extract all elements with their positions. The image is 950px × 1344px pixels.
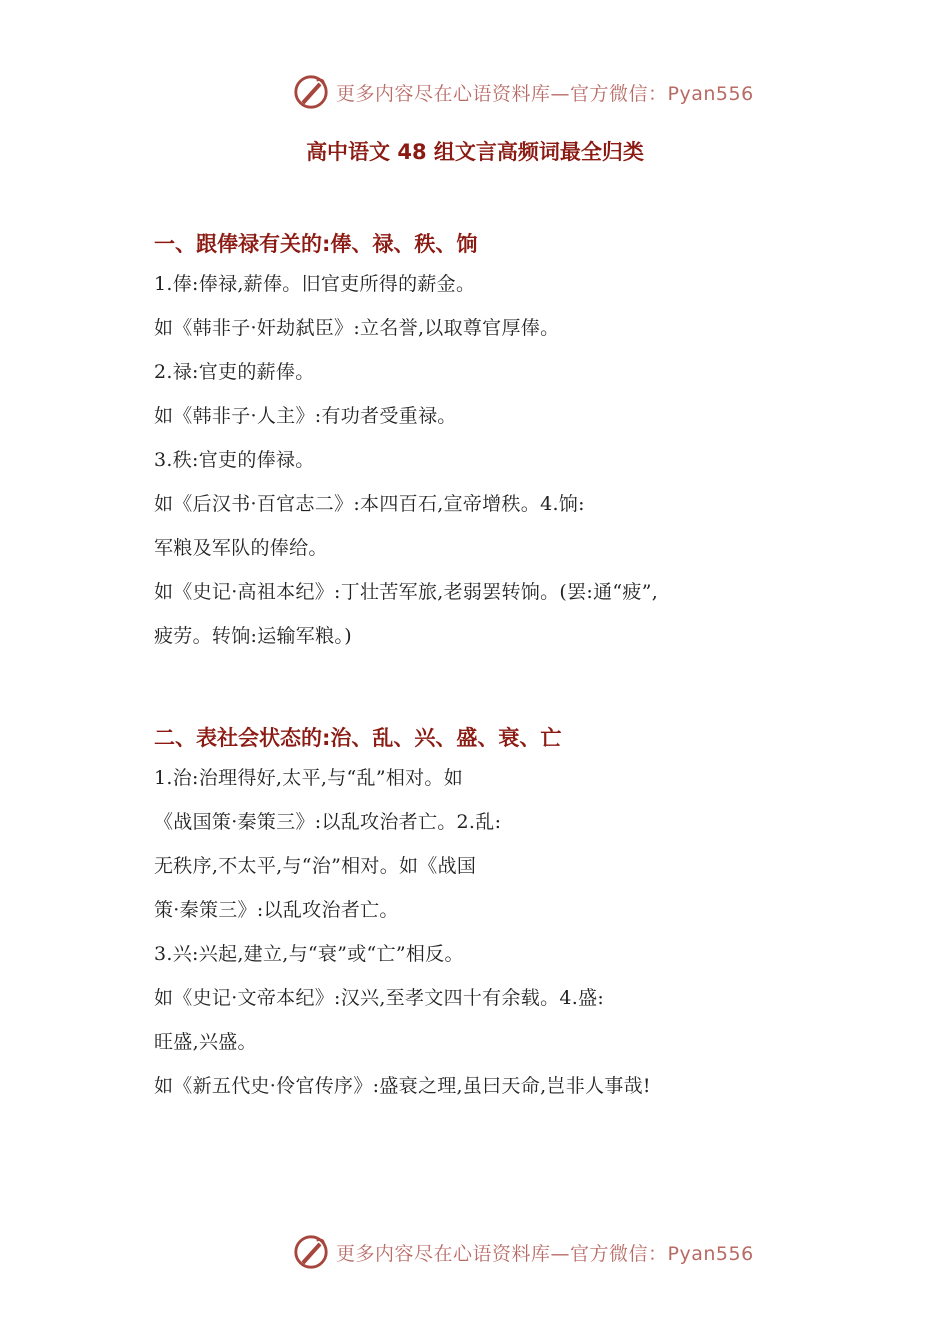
- header-banner: [292, 72, 754, 112]
- section-1: [154, 226, 814, 658]
- text-line: 旺盛,兴盛。: [154, 1031, 257, 1053]
- text-line: 如《韩非子·人主》:有功者受重禄。: [154, 405, 457, 427]
- document-title: 高中语文 48 组文言高频词最全归类: [306, 140, 644, 164]
- section-spacer: [154, 658, 814, 720]
- text-line: 《战国策·秦策三》:以乱攻治者亡。2.乱:: [154, 811, 502, 833]
- text-line: 军粮及军队的俸给。: [154, 537, 328, 559]
- section-heading: 二、表社会状态的:治、乱、兴、盛、衰、亡: [154, 726, 562, 750]
- text-line: 如《史记·高祖本纪》:丁壮苦军旅,老弱罢转饷。(罢:通“疲”,: [154, 581, 659, 603]
- section-2: [154, 720, 814, 1108]
- text-line: 策·秦策三》:以乱攻治者亡。: [154, 899, 399, 921]
- text-line: 如《史记·文帝本纪》:汉兴,至孝文四十有余载。4.盛:: [154, 987, 605, 1009]
- text-line: 1.俸:俸禄,薪俸。旧官吏所得的薪金。: [154, 273, 476, 295]
- text-line: 如《新五代史·伶官传序》:盛衰之理,虽曰天命,岂非人事哉!: [154, 1075, 651, 1097]
- text-line: 3.兴:兴起,建立,与“衰”或“亡”相反。: [154, 943, 464, 965]
- footer-banner: [292, 1232, 754, 1272]
- section-heading: 一、跟俸禄有关的:俸、禄、秩、饷: [154, 232, 478, 256]
- banner-text: 更多内容尽在心语资料库—官方微信：Pyan556: [336, 1242, 754, 1265]
- text-line: 1.治:治理得好,太平,与“乱”相对。如: [154, 767, 464, 789]
- text-line: 无秩序,不太平,与“治”相对。如《战国: [154, 855, 477, 877]
- text-line: 如《后汉书·百官志二》:本四百石,宣帝增秩。4.饷:: [154, 493, 585, 515]
- text-line: 如《韩非子·奸劫弑臣》:立名誉,以取尊官厚俸。: [154, 317, 560, 339]
- document-body: [154, 226, 814, 1108]
- quill-logo-icon: [292, 73, 330, 111]
- text-line: 2.禄:官吏的薪俸。: [154, 361, 315, 383]
- banner-text: 更多内容尽在心语资料库—官方微信：Pyan556: [336, 82, 754, 105]
- quill-logo-icon: [292, 1233, 330, 1271]
- text-line: 疲劳。转饷:运输军粮。): [154, 625, 352, 647]
- text-line: 3.秩:官吏的俸禄。: [154, 449, 315, 471]
